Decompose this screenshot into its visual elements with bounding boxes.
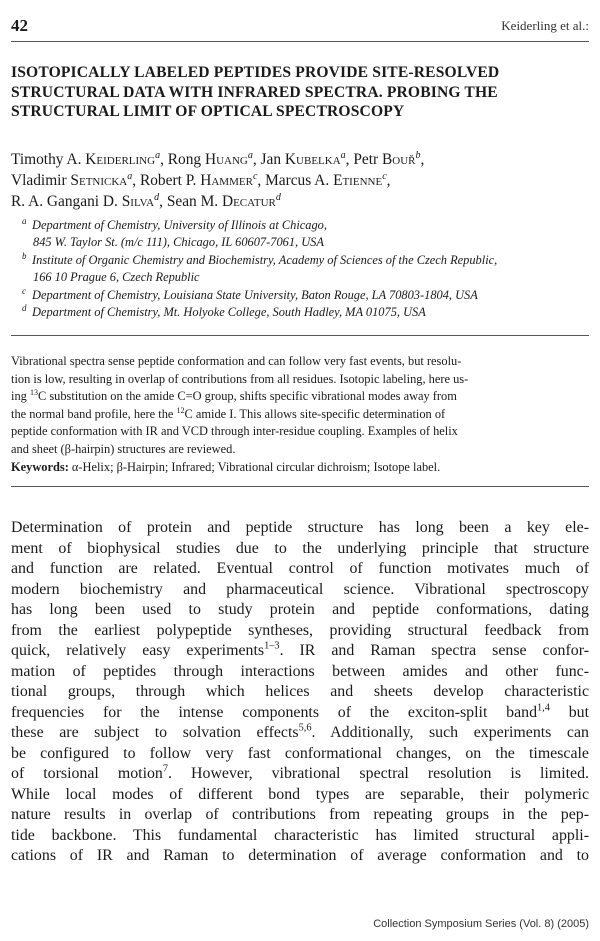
author-line [11,191,592,212]
author-affil-mark: d [275,191,281,203]
author-first: , Petr [345,151,382,168]
abstract-line: and sheet (β-hairpin) structures are reviewed. [11,441,236,456]
author-affil-mark: a [247,149,253,161]
running-head: Keiderling et al.: [501,18,589,33]
body-line: be configured to follow very fast conformational changes, on the timescale [11,744,589,762]
isotope-superscript: 12 [176,405,185,415]
affiliation-a: a Department of Chemistry, University of Illinois at Chicago, [22,215,327,232]
author-first: , Marcus A. [257,172,334,189]
body-line: and function are related. Eventual control of function motivates much of [11,560,589,577]
body-line: nature results in overlap of contributions from repeating groups in the pep- [11,806,589,823]
abstract-line: tion is low, resulting in overlap of contributions from all residues. Isotopic labeling, here us- [11,371,469,386]
body-line: Determination of protein and peptide structure has long been a key ele- [11,519,589,536]
author-separator: , [386,172,391,189]
text-run: . IR and Raman spectra sense confor- [279,642,590,659]
author-first: , Jan [252,151,285,168]
author-surname: Bouř [382,151,416,168]
affiliation-text: Institute of Organic Chemistry and Biochemistry, Academy of Sciences of the Czech Republic, [32,252,498,267]
text-run: but [549,703,590,721]
text-run: C substitution on the amide C=O group, shifts specific vibrational modes away from [37,389,457,404]
author-surname: Hammer [200,172,253,189]
body-line: from the earliest polypeptide syntheses, providing structural feedback from [11,621,589,639]
body-line: modern biochemistry and pharmaceutical science. Vibrational spectroscopy [11,580,589,598]
body-paragraph [11,518,589,867]
affiliation-c: c Department of Chemistry, Louisiana State University, Baton Rouge, LA 70803-1804, USA [22,285,478,302]
abstract-top-rule [11,335,589,336]
keywords: α-Helix; β-Hairpin; Infrared; Vibrational circular dichroism; Isotope label. [68,459,441,474]
body-line: While local modes of different bond types are separable, their polymeric [11,785,589,803]
author-separator: , [420,151,425,168]
title-line: ISOTOPICALLY LABELED PEPTIDES PROVIDE SITE-RESOLVED [11,64,500,81]
text-run: C amide I. This allows site-specific determination of [184,406,446,421]
text-run: frequencies for the intense components of the exciton-split band [11,703,538,721]
citation-ref: 5,6 [298,722,312,734]
abstract-line: peptide conformation with IR and VCD through inter-residue coupling. Examples of helix [11,424,458,439]
author-first: Vladimir [11,172,71,189]
body-line: cations of IR and Raman to determination of average conformation and to [11,847,589,864]
citation-ref: 1,4 [537,702,550,714]
author-first: R. A. Gangani D. [11,193,122,210]
author-affil-mark: d [154,191,160,203]
text-run: these are subject to solvation effects [11,724,299,741]
author-surname: Huang [204,151,248,168]
affiliation-text: Department of Chemistry, University of Illinois at Chicago, [32,218,327,232]
body-line: mation of peptides through interactions between amides and other func- [11,662,589,680]
citation-ref: 1–3 [264,640,280,652]
body-line: ment of biophysical studies due to the underlying principle that structure [11,539,589,557]
author-surname: Silva [121,193,155,210]
article-title [11,63,589,122]
affiliation-b: b Institute of Organic Chemistry and Biochemistry, Academy of Sciences of the Czech Republic, [22,250,498,267]
author-list [11,149,592,212]
text-run: . However, vibrational spectral resolution is limited. [168,765,589,782]
author-affil-mark: a [340,149,346,161]
author-affil-mark: a [155,149,161,161]
body-line [11,703,589,724]
text-run: ing [11,389,30,404]
author-surname: Setnicka [70,172,128,189]
abstract [11,353,589,476]
affiliation-b-cont [22,269,592,286]
body-line: tional groups, through which helices and sheets develop characteristic [11,683,589,700]
title-line: STRUCTURAL LIMIT OF OPTICAL SPECTROSCOPY [11,103,405,120]
author-first: , Rong [160,151,205,168]
body-line: has long been used to study protein and peptide conformations, dating [11,601,589,618]
author-first: , Sean M. [159,193,222,210]
author-surname: Keiderling [85,151,156,168]
isotope-superscript: 13 [29,388,38,398]
author-first: Timothy A. [11,151,86,168]
author-affil-mark: a [127,170,133,182]
title-line: STRUCTURAL DATA WITH INFRARED SPECTRA. PROBING THE [11,83,498,101]
author-line [11,149,592,170]
text-run: of torsional motion [11,765,163,782]
page-number: 42 [11,16,28,35]
page-footer: Collection Symposium Series (Vol. 8) (2005) [373,918,589,930]
abstract-line [11,406,589,424]
author-surname: Kubelka [284,151,341,168]
affiliation-d: d Department of Chemistry, Mt. Holyoke College, South Hadley, MA 01075, USA [22,302,426,320]
abstract-line: Vibrational spectra sense peptide conformation and can follow very fast events, but resolu- [11,354,462,368]
author-affil-mark: c [252,170,258,182]
citation-ref: 7 [162,763,169,775]
text-run: quick, relatively easy experiments [11,642,265,659]
keywords-line [11,459,589,477]
author-first: , Robert P. [132,172,201,189]
affiliation-text: 166 10 Prague 6, Czech Republic [33,270,200,285]
author-surname: Etienne [333,172,383,189]
header-rule [11,41,589,42]
text-run: . Additionally, such experiments can [311,724,589,741]
author-surname: Decatur [221,193,276,210]
body-line [11,764,589,785]
text-run: the normal band profile, here the [11,406,177,421]
abstract-line [11,388,589,406]
body-line [11,641,589,662]
body-line [11,723,589,744]
affiliation-list [22,217,592,321]
keywords-label: Keywords: [11,459,69,474]
author-line [11,170,592,191]
author-affil-mark: b [415,149,421,161]
affiliation-text: Department of Chemistry, Mt. Holyoke College, South Hadley, MA 01075, USA [32,305,426,320]
affiliation-text: 845 W. Taylor St. (m/c 111), Chicago, IL 60607-7061, USA [33,235,324,250]
page-header [11,12,589,40]
affiliation-a-cont [22,234,592,251]
author-affil-mark: c [382,170,387,182]
body-line: tide backbone. This fundamental characteristic has limited structural appli- [11,826,589,844]
affiliation-text: Department of Chemistry, Louisiana State University, Baton Rouge, LA 70803-1804, USA [32,287,478,302]
abstract-bottom-rule [11,486,589,487]
